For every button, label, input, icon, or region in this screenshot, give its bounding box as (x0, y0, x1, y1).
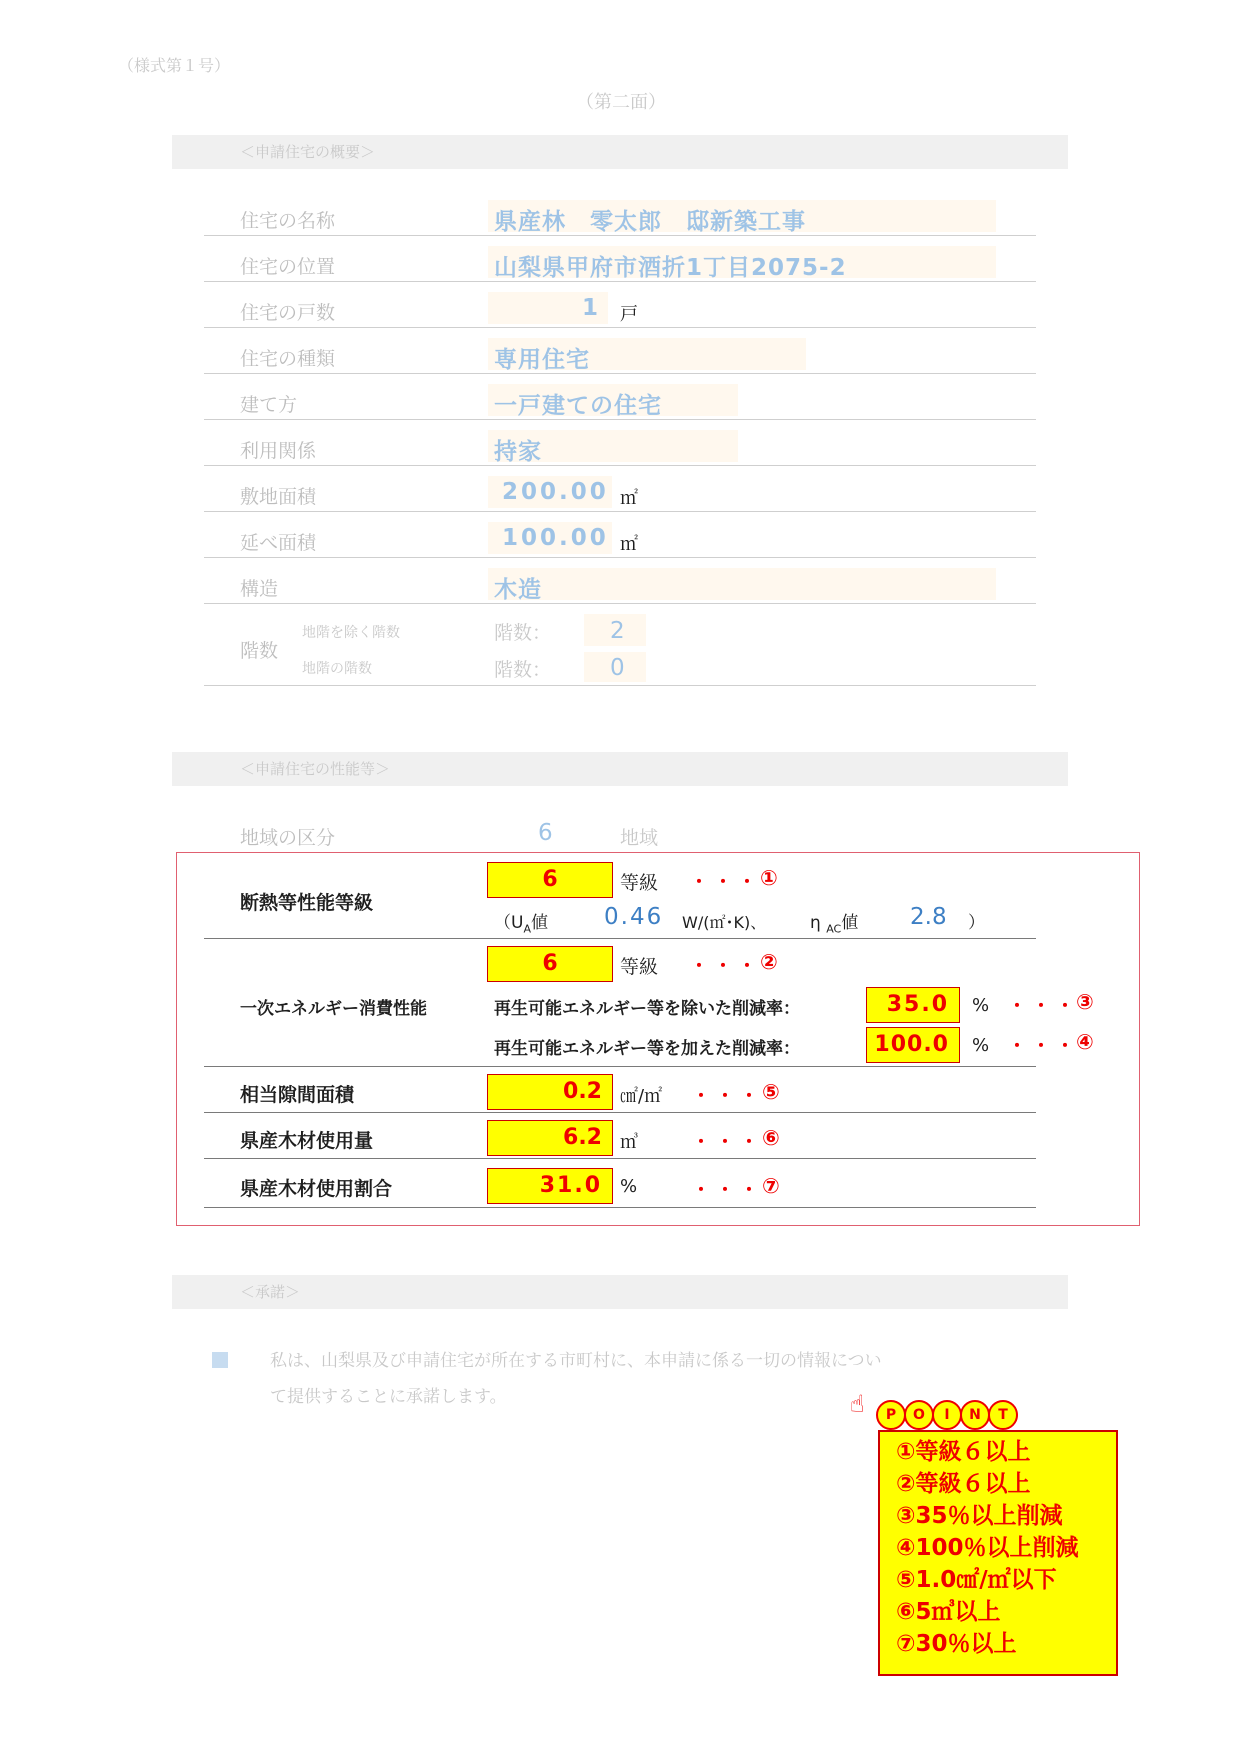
value-house-type: 専用住宅 (494, 347, 590, 373)
label-wood-ratio: 県産木材使用割合 (240, 1178, 393, 1200)
divider (204, 327, 1036, 328)
divider (204, 419, 1036, 420)
value-usage: 持家 (494, 439, 542, 465)
ua-open (494, 908, 548, 935)
eta-label-text: 値 (841, 913, 859, 933)
eta-value: 2.8 (910, 904, 947, 930)
eta-sub: AC (826, 922, 842, 936)
ua-value: 0.46 (604, 904, 664, 930)
label-airtightness: 相当隙間面積 (240, 1084, 355, 1106)
divider (204, 465, 1036, 466)
point-badge (876, 1400, 1018, 1430)
airtightness-box: 0.2 (487, 1074, 613, 1110)
point-item-1: ①等級６以上 (896, 1439, 1031, 1465)
value-region: 6 (538, 820, 554, 846)
wood-ratio-box: 31.0 (487, 1168, 613, 1204)
floors-count-label-below: 階数： (494, 659, 552, 681)
label-house-units: 住宅の戸数 (240, 302, 336, 324)
energy-dots: ・・・ (690, 956, 762, 977)
unit-region: 地域 (620, 827, 659, 849)
ua-sub: A (523, 922, 531, 936)
label-insulation-grade: 断熱等性能等級 (240, 892, 374, 914)
divider (204, 1066, 1036, 1067)
section-performance-title: ＜申請住宅の性能等＞ (240, 760, 391, 778)
point-item-3: ③35％以上削減 (896, 1503, 1063, 1529)
value-structure: 木造 (494, 577, 542, 603)
rate1-unit: % (972, 995, 990, 1016)
value-floor-area: 100.00 (502, 525, 609, 551)
wood-ratio-unit: % (620, 1176, 638, 1197)
marker-6: ⑥ (762, 1126, 780, 1150)
page-side-label: （第二面） (576, 92, 666, 113)
divider (204, 1158, 1036, 1159)
rate1-dots: ・・・ (1008, 996, 1080, 1017)
insulation-dots: ・・・ (690, 872, 762, 893)
ua-label: 値 (530, 913, 548, 933)
rate2-box: 100.0 (866, 1027, 960, 1063)
value-house-units: 1 (582, 295, 600, 321)
label-build-style: 建て方 (240, 394, 298, 416)
label-structure: 構造 (240, 578, 279, 600)
label-floor-area: 延べ面積 (240, 532, 317, 554)
energy-grade-unit: 等級 (620, 956, 659, 978)
value-site-area: 200.00 (502, 479, 609, 505)
point-letter-o: O (904, 1400, 934, 1430)
label-floors: 階数 (240, 640, 279, 662)
section-overview-header (172, 135, 1068, 169)
unit-house-units: 戸 (620, 304, 638, 325)
divider (204, 373, 1036, 374)
wood-ratio-dots: ・・・ (692, 1180, 764, 1201)
divider (204, 1112, 1036, 1113)
marker-2: ② (760, 950, 778, 974)
point-item-2: ②等級６以上 (896, 1471, 1031, 1497)
consent-checkbox[interactable] (212, 1352, 228, 1368)
rate2-dots: ・・・ (1008, 1036, 1080, 1057)
divider (204, 685, 1036, 686)
point-letter-n: N (960, 1400, 990, 1430)
unit-floor-area: ㎡ (620, 534, 638, 555)
marker-4: ④ (1076, 1030, 1094, 1054)
eta-label (810, 908, 858, 935)
section-performance-header (172, 752, 1068, 786)
point-item-5: ⑤1.0㎠/㎡以下 (896, 1567, 1057, 1593)
form-number: （様式第１号） (118, 56, 231, 75)
eta-close: ） (968, 913, 985, 933)
label-house-name: 住宅の名称 (240, 210, 336, 232)
divider (204, 235, 1036, 236)
label-energy: 一次エネルギー消費性能 (240, 999, 427, 1019)
rate1-label: 再生可能エネルギー等を除いた削減率： (494, 999, 800, 1019)
point-item-7: ⑦30％以上 (896, 1631, 1017, 1657)
label-usage: 利用関係 (240, 440, 317, 462)
label-floors-below: 地階の階数 (302, 661, 372, 677)
consent-text-line2: て提供することに承諾します。 (270, 1387, 507, 1407)
label-house-type: 住宅の種類 (240, 348, 336, 370)
divider (204, 1207, 1036, 1208)
marker-1: ① (760, 866, 778, 890)
marker-7: ⑦ (762, 1174, 780, 1198)
rate2-unit: % (972, 1035, 990, 1056)
label-region: 地域の区分 (240, 827, 336, 849)
rate1-box: 35.0 (866, 987, 960, 1023)
divider (204, 557, 1036, 558)
section-consent-header (172, 1275, 1068, 1309)
marker-5: ⑤ (762, 1080, 780, 1104)
consent-text-line1: 私は、山梨県及び申請住宅が所在する市町村に、本申請に係る一切の情報につい (270, 1351, 882, 1371)
point-box (878, 1430, 1118, 1676)
insulation-grade-unit: 等級 (620, 872, 659, 894)
label-floors-above: 地階を除く階数 (302, 625, 400, 641)
label-wood-amount: 県産木材使用量 (240, 1130, 374, 1152)
insulation-grade-box: 6 (487, 862, 613, 898)
section-overview-title: ＜申請住宅の概要＞ (240, 143, 376, 161)
unit-site-area: ㎡ (620, 488, 638, 509)
marker-3: ③ (1076, 990, 1094, 1014)
point-letter-i: I (932, 1400, 962, 1430)
value-floors-below: 0 (610, 655, 626, 681)
value-build-style: 一戸建ての住宅 (494, 393, 662, 419)
point-item-4: ④100％以上削減 (896, 1535, 1079, 1561)
divider (204, 281, 1036, 282)
floors-count-label-above: 階数： (494, 622, 552, 644)
section-consent-title: ＜承諾＞ (240, 1283, 301, 1301)
label-house-location: 住宅の位置 (240, 256, 336, 278)
value-house-name: 県産林 零太郎 邸新築工事 (494, 209, 806, 235)
value-floors-above: 2 (610, 618, 626, 644)
value-house-location: 山梨県甲府市酒折1丁目2075-2 (494, 255, 847, 281)
airtightness-unit: ㎠/㎡ (620, 1086, 663, 1107)
eta-symbol: η (810, 913, 821, 933)
divider (204, 938, 1036, 939)
pointing-hand-icon: ☝ (850, 1390, 865, 1418)
point-item-6: ⑥5㎥以上 (896, 1599, 1001, 1625)
wood-amount-unit: ㎥ (620, 1132, 638, 1153)
divider (204, 511, 1036, 512)
airtightness-dots: ・・・ (692, 1086, 764, 1107)
wood-amount-dots: ・・・ (692, 1132, 764, 1153)
point-letter-t: T (988, 1400, 1018, 1430)
ua-unit: W/(㎡･K)、 (682, 913, 767, 932)
divider (204, 603, 1036, 604)
ua-open-text: （U (494, 913, 524, 933)
point-letter-p: P (876, 1400, 906, 1430)
rate2-label: 再生可能エネルギー等を加えた削減率： (494, 1039, 800, 1059)
energy-grade-box: 6 (487, 946, 613, 982)
label-site-area: 敷地面積 (240, 486, 317, 508)
structure-field-bg (488, 568, 996, 600)
wood-amount-box: 6.2 (487, 1120, 613, 1156)
